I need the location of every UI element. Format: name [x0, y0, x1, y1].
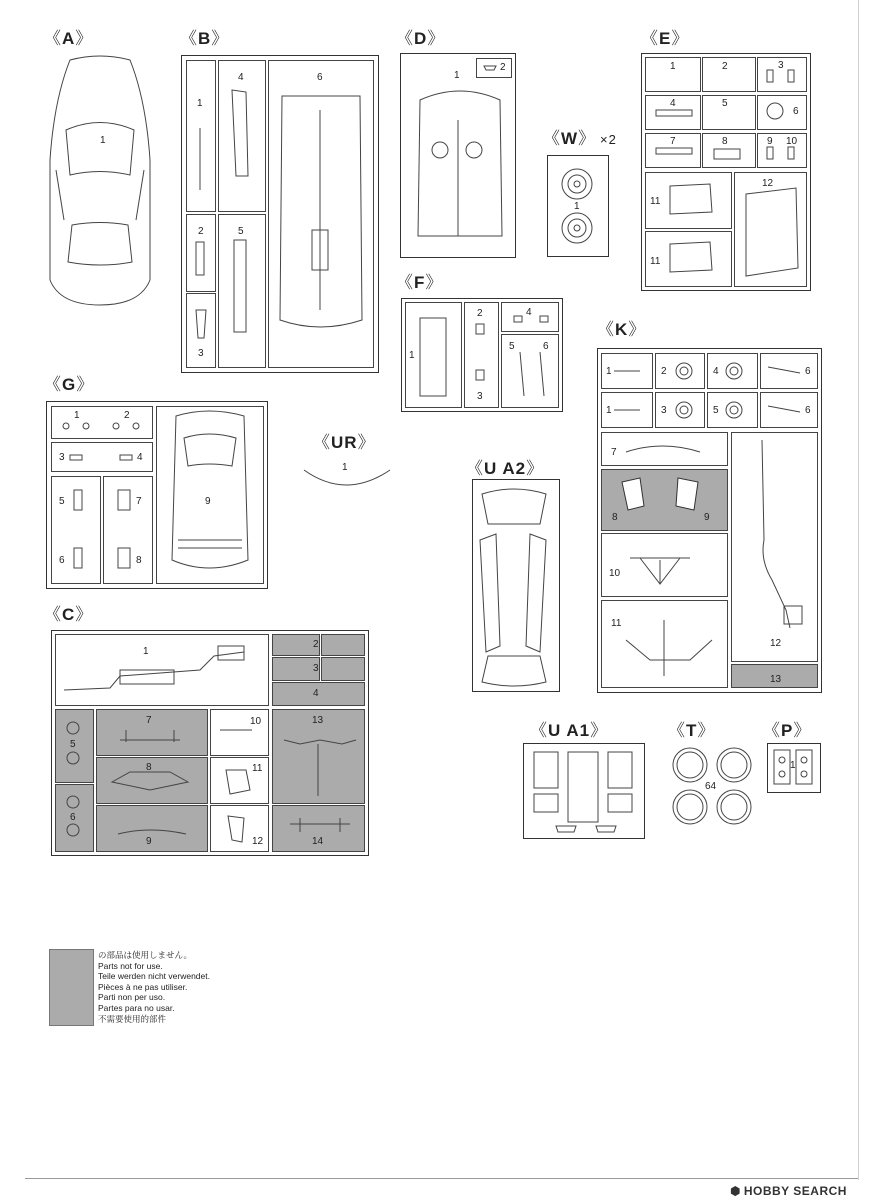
part-number: 6: [543, 341, 549, 352]
part-number: 5: [713, 405, 719, 416]
part-number: 3: [661, 405, 667, 416]
part-number: 6: [805, 366, 811, 377]
legend-line: の部品は使用しません。: [98, 950, 193, 960]
part-number: 1: [670, 61, 676, 72]
part-number: 2: [313, 639, 319, 650]
part-number: 6: [805, 405, 811, 416]
part-number: 3: [59, 452, 65, 463]
part-number: 7: [146, 715, 152, 726]
part-number: 6: [793, 106, 799, 117]
legend-line: Pièces à ne pas utiliser.: [98, 981, 188, 992]
part-number: 5: [722, 98, 728, 109]
part-number: 3: [313, 663, 319, 674]
part-number: 6: [59, 555, 65, 566]
part-number: 7: [611, 447, 617, 458]
part-number: 12: [762, 178, 774, 189]
part-number: 4: [670, 98, 676, 109]
part-number: 10: [609, 568, 621, 579]
sprue-label-g: 《G》: [44, 375, 95, 394]
part-number: 1: [574, 201, 580, 212]
sprue-label-f: 《F》: [396, 273, 444, 292]
part-number: 64: [705, 781, 717, 792]
part-number: 5: [70, 739, 76, 750]
sprue-label-w: 《W》 ×2: [543, 129, 617, 148]
part-number: 8: [146, 762, 152, 773]
part-number: 1: [197, 98, 203, 109]
part-number: 1: [454, 70, 460, 81]
part-number: 14: [312, 836, 324, 847]
part-number: 4: [526, 307, 532, 318]
part-number: 8: [722, 136, 728, 147]
part-number: 5: [509, 341, 515, 352]
unused-parts-swatch: [49, 949, 94, 1026]
part-number: 3: [477, 391, 483, 402]
part-number: 1: [100, 135, 106, 146]
sprue-label-p: 《P》: [763, 721, 812, 740]
unused-parts-legend: [98, 950, 210, 1024]
part-number: 5: [238, 226, 244, 237]
watermark-logo: [730, 1184, 847, 1198]
part-number: 9: [205, 496, 211, 507]
part-number: 12: [770, 638, 782, 649]
sprue-label-e: 《E》: [641, 29, 690, 48]
part-number: 12: [252, 836, 264, 847]
part-number: 9: [704, 512, 710, 523]
legend-line: Partes para no usar.: [98, 1002, 175, 1013]
part-number: 10: [250, 716, 262, 727]
legend-line: Teile werden nicht verwendet.: [98, 971, 210, 982]
part-number: 1: [409, 350, 415, 361]
part-number: 11: [650, 256, 661, 267]
legend-line: Parti non per uso.: [98, 992, 166, 1003]
part-number: 1: [790, 760, 796, 771]
part-number: 8: [136, 555, 142, 566]
part-number: 2: [722, 61, 728, 72]
part-number: 4: [137, 452, 143, 463]
part-number: 13: [312, 715, 324, 726]
part-number: 1: [143, 646, 149, 657]
part-number: 1: [606, 405, 612, 416]
part-number: 2: [198, 226, 204, 237]
legend-line: 不需要使用的部件: [98, 1013, 167, 1024]
part-number: 10: [786, 136, 798, 147]
watermark-text: HOBBY SEARCH: [743, 1184, 847, 1198]
part-number: 6: [317, 72, 323, 83]
part-number: 6: [70, 812, 76, 823]
part-number: 4: [713, 366, 719, 377]
part-number: 9: [146, 836, 152, 847]
part-number: 1: [342, 462, 348, 473]
part-number: 3: [778, 60, 784, 71]
sprue-label-c: 《C》: [44, 605, 94, 624]
part-number: 11: [650, 196, 661, 207]
sprue-label-k: 《K》: [597, 320, 647, 339]
sprue-label-ua2: 《U A2》: [466, 459, 545, 478]
part-number: 11: [252, 763, 263, 774]
part-number: 1: [606, 366, 612, 377]
part-number: 8: [612, 512, 618, 523]
sprue-label-ur: 《UR》: [313, 433, 376, 452]
hobby-search-icon: ⬢: [730, 1184, 744, 1198]
part-number: 7: [670, 136, 676, 147]
part-number: 5: [59, 496, 65, 507]
sprue-label-ua1: 《U A1》: [530, 721, 609, 740]
sprue-label-t: 《T》: [668, 721, 716, 740]
part-number: 2: [500, 62, 506, 73]
part-number: 9: [767, 136, 773, 147]
part-number: 11: [611, 618, 622, 629]
legend-line: Parts not for use.: [98, 960, 163, 971]
part-number: 2: [661, 366, 667, 377]
part-number: 2: [124, 410, 130, 421]
part-number: 4: [238, 72, 244, 83]
part-number: 3: [198, 348, 204, 359]
part-number: 13: [770, 674, 782, 685]
sprue-label-d: 《D》: [396, 29, 446, 48]
part-number: 2: [477, 308, 483, 319]
sprue-label-a: 《A》: [44, 29, 94, 48]
sprue-label-b: 《B》: [180, 29, 230, 48]
part-number: 1: [74, 410, 80, 421]
part-number: 7: [136, 496, 142, 507]
part-number: 4: [313, 688, 319, 699]
